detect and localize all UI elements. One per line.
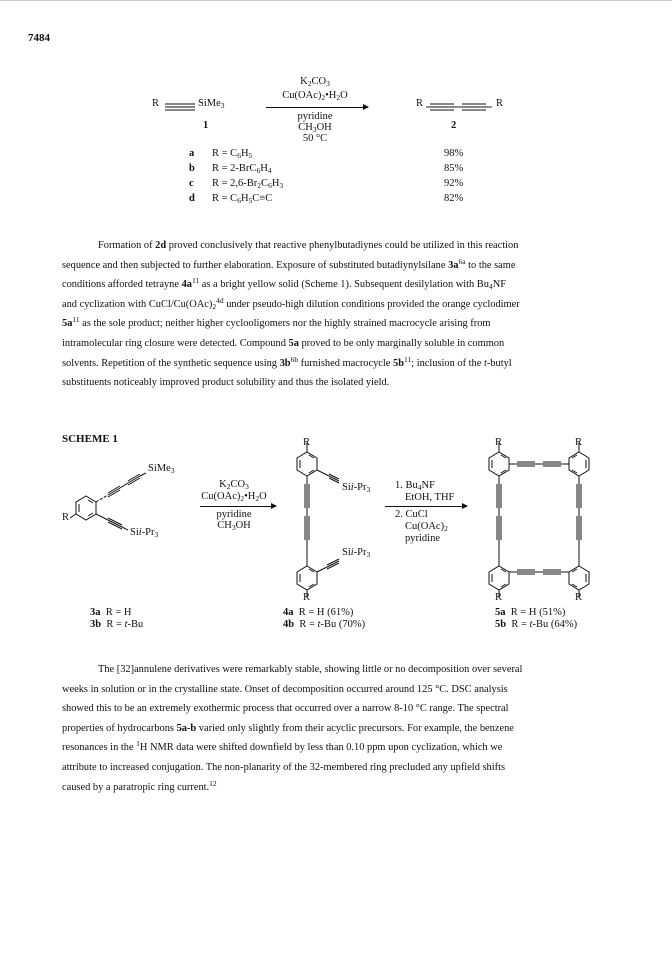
reactant-r: R [152, 98, 160, 109]
label-r-4-bottom: R [303, 592, 311, 603]
step1-pyridine: pyridine [216, 509, 252, 520]
reaction-arrow-1 [266, 107, 368, 108]
step1-cuoac: $Cu(OAc)_2•H_2O$ [201, 491, 267, 503]
p1-line-4: and cyclization with CuCl/$Cu(OAc)_2^{4d}$ under pseudo-high dilution conditions provided the orange cyclodimer [62, 295, 520, 311]
structure-compound-4 [283, 440, 343, 605]
label-r-5-top-right: R [575, 437, 583, 448]
row-b-substituent: $R = 2-BrC_6H_4$ [212, 163, 272, 175]
label-r-4-top: R [303, 437, 311, 448]
label-sipr3-4-bottom: Sii-$Pr_3$ [342, 547, 371, 559]
p1-line-5: $5a^{11}$ as the sole product; neither higher cyclooligomers nor the highly strained macrocycle arising from [62, 315, 491, 330]
p1-line-8: substituents noticeably improved product solubility and thus the isolated yield. [62, 377, 390, 389]
p2-line-1: The [32]annulene derivatives were remarkably stable, showing little or no decomposition over several [98, 664, 523, 675]
label-3b: 3b R = t-Bu [90, 619, 144, 630]
label-compound-1: 1 [203, 120, 209, 131]
label-4a: 4a R = H (61%) [283, 607, 354, 618]
row-a-yield: 98% [444, 148, 464, 159]
row-c-substituent: $R = 2,6-Br_2C_6H_3$ [212, 178, 284, 190]
p1-line-6: intramolecular ring closure were detected. Compound 5a proved to be only marginally soluble in common [62, 337, 505, 349]
paragraph-1 [62, 236, 598, 393]
p1-line-7: solvents. Repetition of the synthetic sequence using $3b^{6b}$ furnished macrocycle $5b^{11}$; inclusion of the t-butyl [62, 354, 512, 369]
p2-line-6: attribute to increased conjugation. The non-planarity of the 32-membered ring precluded any upfield shifts [62, 761, 506, 773]
row-d-id: d [189, 193, 195, 204]
row-c-id: c [189, 178, 194, 189]
label-sime3: SiMe$_3$ [148, 463, 175, 475]
p1-line-2: sequence and then subjected to further elaboration. Exposure of substituted butadiynylsilane $3a^{6a}$ to the same [62, 256, 516, 271]
row-c-yield: 92% [444, 178, 464, 189]
p1-line-1: Formation of 2d proved conclusively that reactive phenylbutadiynes could be utilized in this reaction [98, 240, 519, 251]
step2-bu4nf: 1. $Bu_4NF$ [395, 480, 435, 492]
label-sipr3-4-top: Sii-$Pr_3$ [342, 482, 371, 494]
triple-bond-reactant [165, 103, 195, 111]
row-a-id: a [189, 148, 195, 159]
label-sipr3-3: Sii-$Pr_3$ [130, 527, 159, 539]
row-d-substituent: $R = C_6H_5C\equiv C$ [212, 193, 273, 205]
scheme-1-title: SCHEME 1 [62, 433, 118, 445]
p2-line-4: properties of hydrocarbons 5a-b varied only slightly from their acyclic precursors. For example, the benzene [62, 722, 514, 734]
step2-cucl: 2. CuCl [395, 509, 428, 520]
reagent-pyridine: pyridine [297, 111, 333, 122]
label-r-5-bottom-left: R [495, 592, 503, 603]
reactant-sime3: SiMe$_3$ [198, 98, 225, 110]
label-5a: 5a R = H (51%) [495, 607, 566, 618]
p2-line-5: resonances in the $^1$H NMR data were shifted downfield by less than 0.10 ppm upon cyclization, which we [62, 739, 503, 754]
step2-pyridine: pyridine [405, 533, 440, 544]
p1-line-3: conditions afforded tetrayne $4a^{11}$ as a bright yellow solid (Scheme 1). Subsequent desilylation with $Bu_4NF$ [62, 276, 506, 292]
step2-cuoac: $Cu(OAc)_2$ [405, 521, 448, 533]
p2-line-2: weeks in solution or in the crystalline state. Onset of decomposition occurred around 125 °C. DSC analysis [62, 683, 508, 695]
row-d-yield: 82% [444, 193, 464, 204]
row-a-substituent: $R = C_6H_5$ [212, 148, 253, 160]
paragraph-2 [62, 660, 598, 797]
row-b-id: b [189, 163, 195, 174]
label-5b: 5b R = t-Bu (64%) [495, 619, 578, 630]
top-rule [0, 0, 672, 1]
label-r-5-top-left: R [495, 437, 503, 448]
label-3a: 3a R = H [90, 607, 132, 618]
label-r-3: R [62, 512, 70, 523]
reagent-ch3oh: $CH_3OH$ [298, 122, 332, 134]
diyne-product [426, 103, 494, 111]
page-number: 7484 [28, 32, 50, 44]
p2-line-7: caused by a paratropic ring current.$^{12}$ [62, 778, 217, 793]
label-r-5-bottom-right: R [575, 592, 583, 603]
reaction-arrow-step2 [385, 506, 467, 507]
structure-compound-5 [475, 440, 615, 605]
label-compound-2: 2 [451, 120, 457, 131]
p2-line-3: showed this to be an extremely exothermic process that occurred over a narrow 8-10 °C range. The spectral [62, 703, 509, 715]
product-r-right: R [496, 98, 504, 109]
step1-ch3oh: $CH_3OH$ [217, 520, 251, 532]
reagent-k2co3: $K_2CO_3$ [300, 76, 330, 88]
step1-k2co3: $K_2CO_3$ [219, 479, 249, 491]
reaction-arrow-step1 [200, 506, 276, 507]
label-4b: 4b R = t-Bu (70%) [283, 619, 366, 630]
reagent-cuoac: $Cu(OAc)_2•H_2O$ [282, 90, 348, 102]
row-b-yield: 85% [444, 163, 464, 174]
product-r-left: R [416, 98, 424, 109]
step2-etoh-thf: EtOH, THF [405, 492, 455, 503]
reagent-temperature: 50 °C [302, 133, 328, 144]
